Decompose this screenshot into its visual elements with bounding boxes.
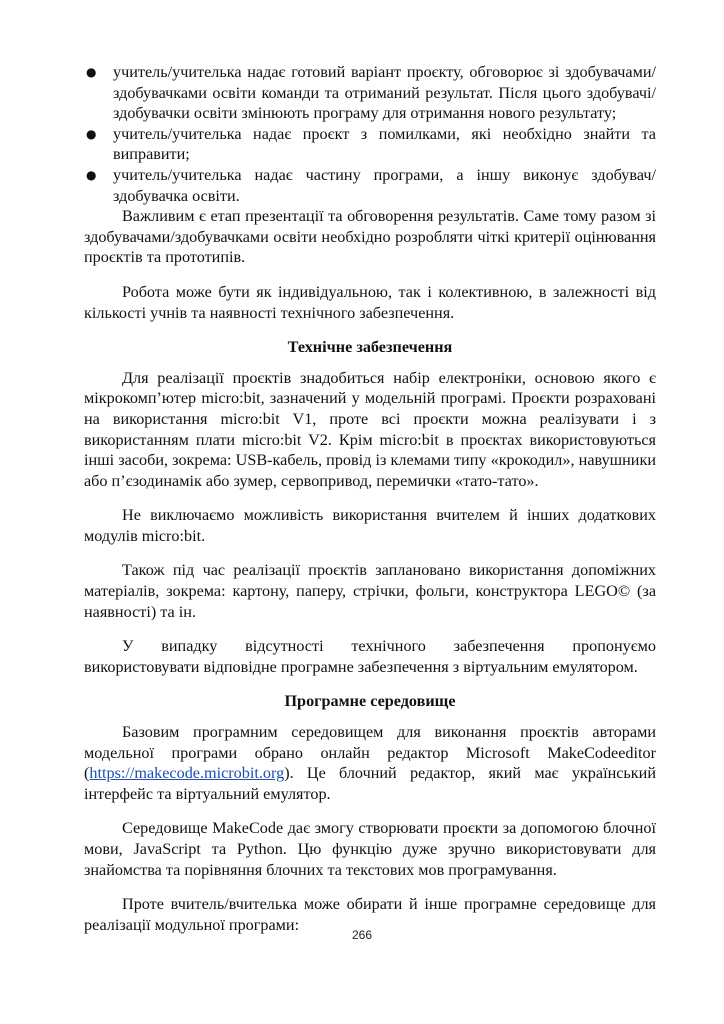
paragraph-env-makecode [84,722,656,804]
env-text-before-link: Базовим програмним середовищем для виконання проєктів авторами модельної програми обрано онлайн редактор Microsoft MakeCodeeditor ( [84,723,656,783]
heading-technical-support: Технічне забезпечення [287,338,453,357]
paragraph-tech-modules: Не виключаємо можливість використання вчителем й інших додаткових модулів micro:bit. [84,506,656,545]
paragraph-tech-emulator: У випадку відсутності технічного забезпечення пропонуємо використовувати відповідне програмне забезпечення з віртуальним емулятором. [84,637,656,676]
heading-software-environment: Програмне середовище [284,692,456,711]
page-body [84,62,656,935]
paragraph-work-form: Робота може бути як індивідуальною, так і колективною, в залежності від кількості учнів та наявності технічного забезпечення. [84,282,656,322]
paragraph-tech-materials: Також під час реалізації проєктів заплановано використання допоміжних матеріалів, зокрема: картону, паперу, стрічки, фольги, конструктора LEGO© (за наявності) та ін. [84,561,656,621]
paragraph-tech-kit: Для реалізації проєктів знадобиться набір електроніки, основою якого є мікрокомп’ютер micro:bit, зазначений у модельній програмі. Проєкти розраховані на використання micro:bit V1, проте всі проєкти можна реалізувати і з використанням плати micro:bit V2. Крім micro:bit в проєктах використовуються інші засоби, зокрема: USB-кабель, провід із клемами типу «крокодил», навушники або п’єзодинамік або зумер, сервопривод, перемички «тато-тато». [84,368,656,490]
paragraph-env-languages: Середовище MakeCode дає змогу створювати проєкти за допомогою блочної мови, JavaScript та Python. Цю функцію дуже зручно використовувати для знайомства та порівняння блочних та текстових мов програмування. [84,819,656,879]
paragraph-env-other: Проте вчитель/вчителька може обирати й інше програмне середовище для реалізації модульної програми: [84,895,656,934]
bullet-item-partial-program: ● учитель/учителька надає частину програми, а іншу виконує здобувач/здобувачка освіти. [84,165,656,206]
env-text-after-link: ). Це блочний редактор, який має український інтерфейс та віртуальний емулятор. [84,764,656,803]
bullet-item-project-with-errors: ● учитель/учителька надає проєкт з помилками, які необхідно знайти та виправити; [84,124,656,165]
page-number: 266 [351,928,373,942]
makecode-link[interactable]: https://makecode.microbit.org [89,764,285,783]
bullet-item-finished-project: ● учитель/учителька надає готовий варіант проєкту, обговорює зі здобувачами/здобувачками освіти команди та отриманий результат. Після цього здобувачі/здобувачки освіти змінюють програму для отримання нового результату; [84,62,656,124]
paragraph-presentation: Важливим є етап презентації та обговорення результатів. Саме тому разом зі здобувачами/здобувачками освіти необхідно розробляти чіткі критерії оцінювання проєктів та прототипів. [84,207,656,267]
bullet-list [84,62,656,206]
